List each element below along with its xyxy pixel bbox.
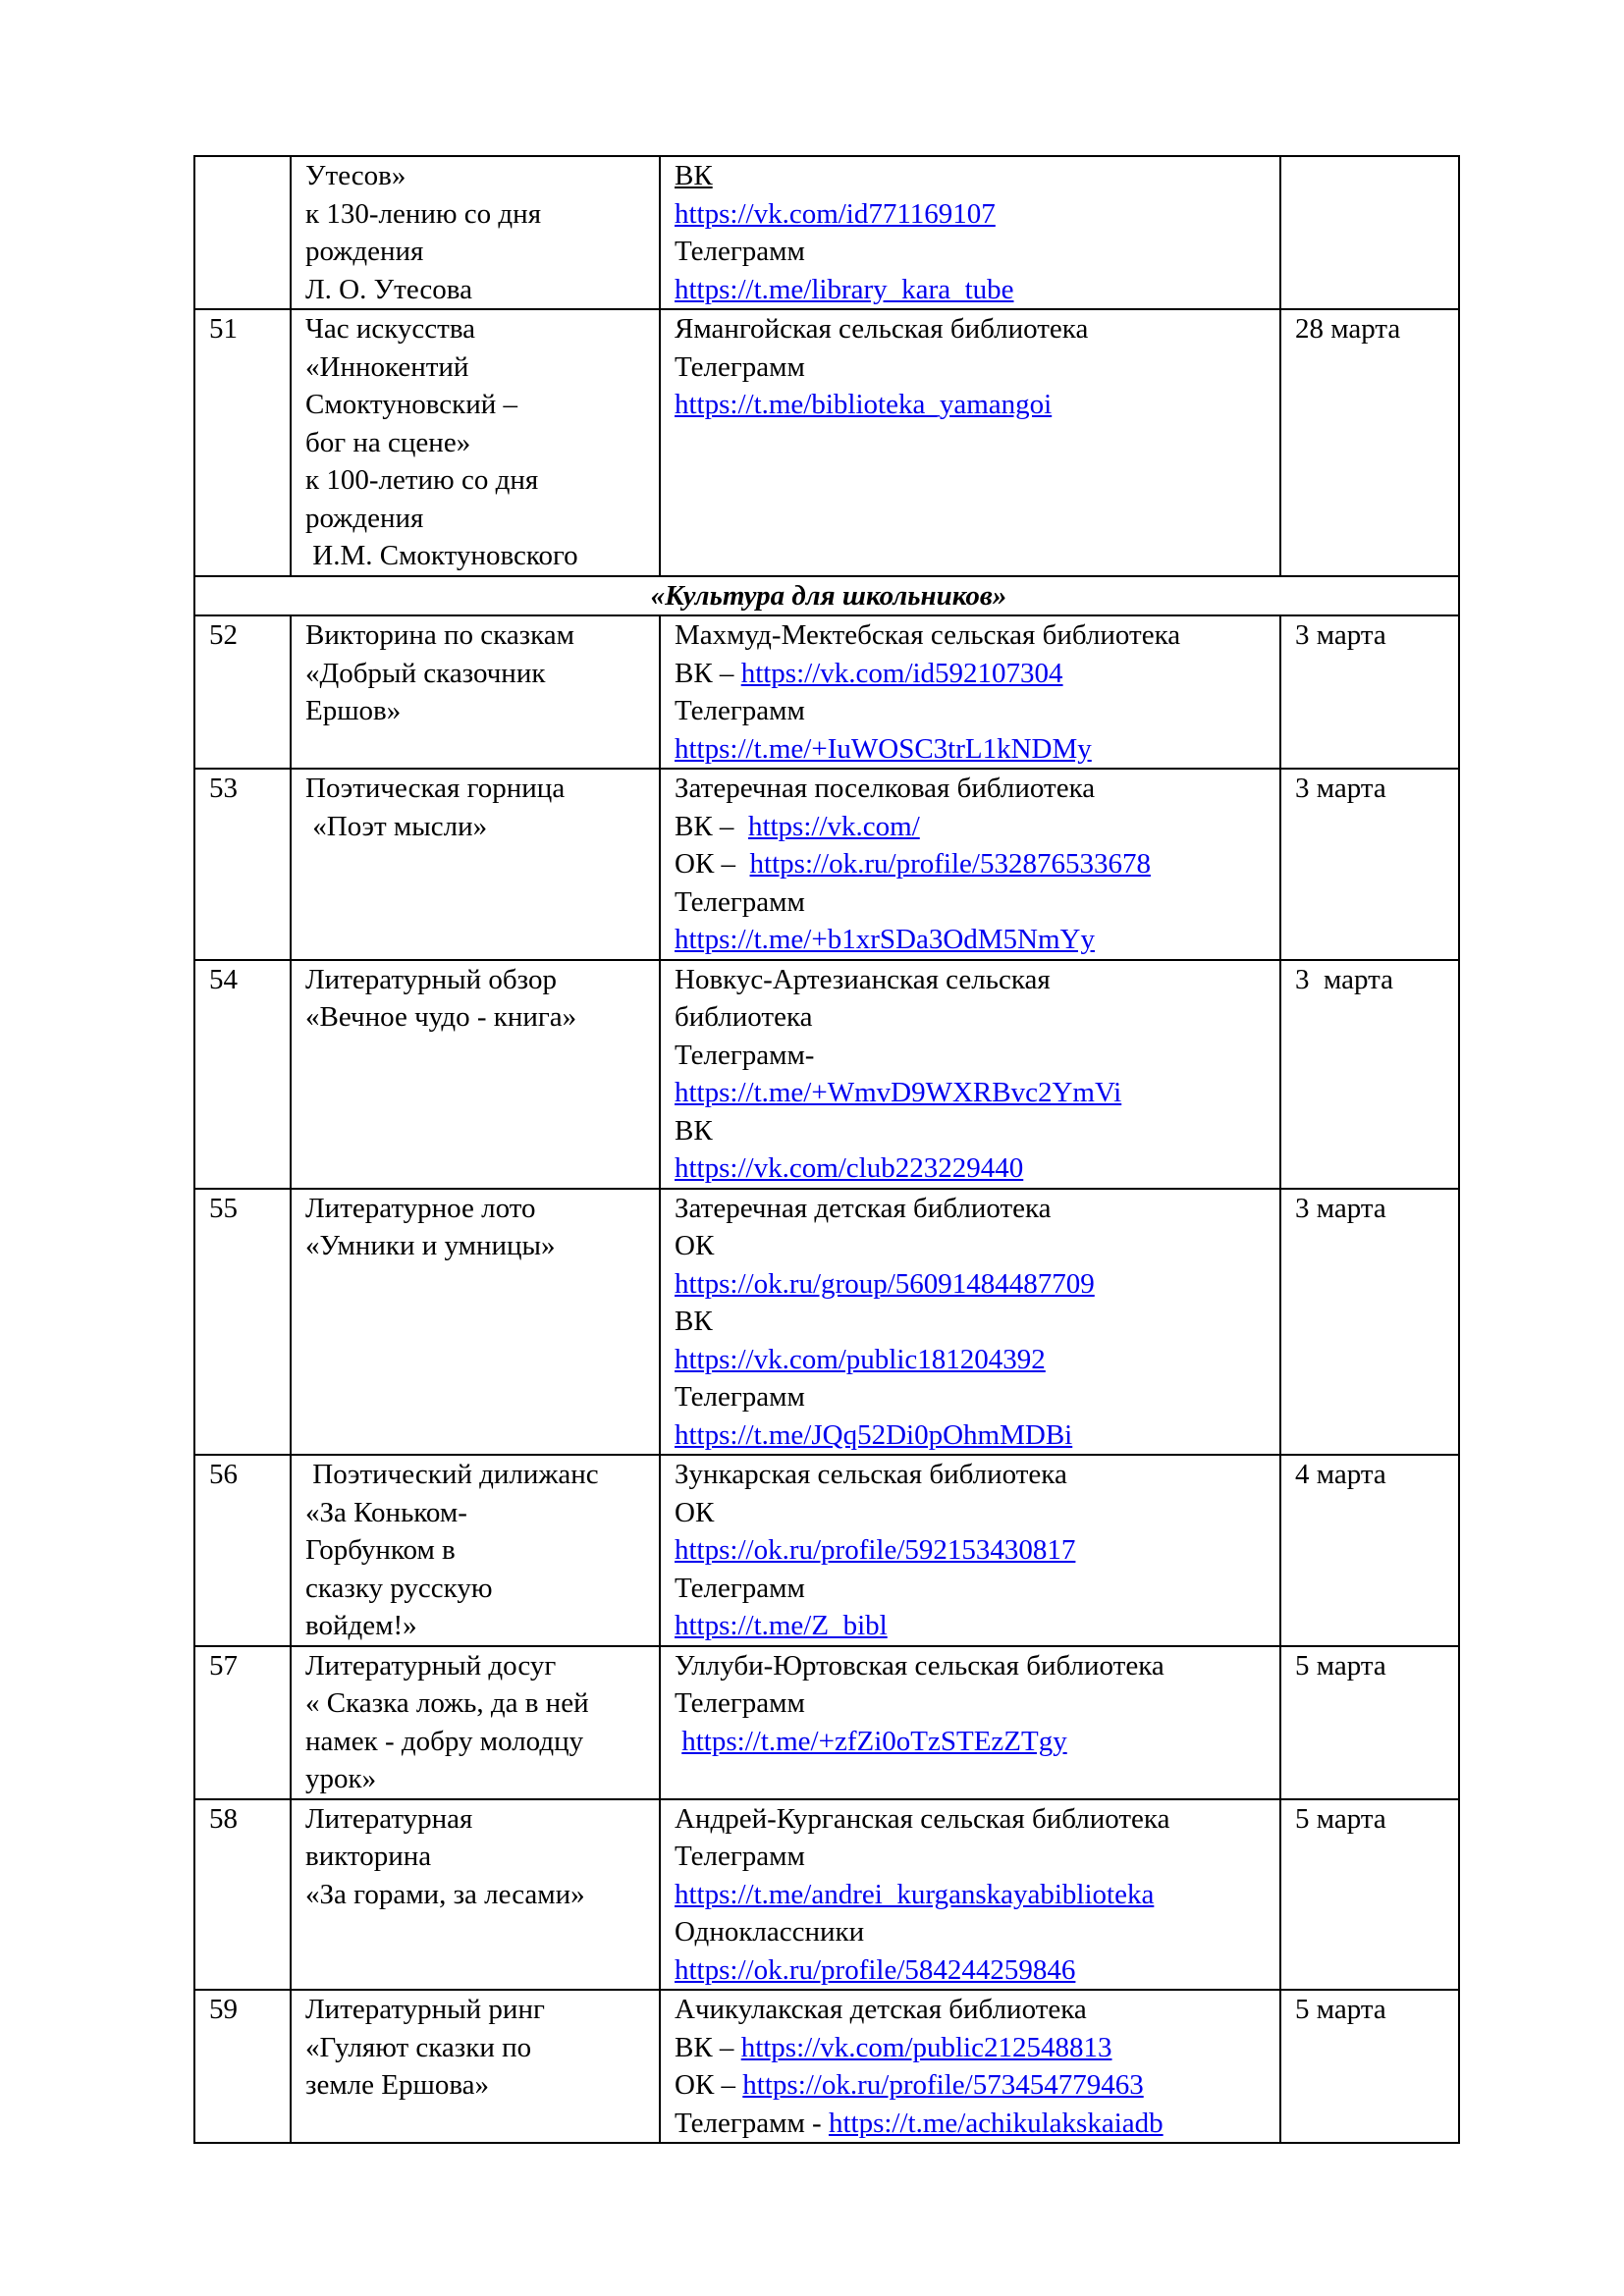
venue-line (675, 1607, 1270, 1645)
events-table-body (194, 156, 1459, 2143)
event-title-line: Поэтическая горница (305, 773, 566, 804)
venue-line (675, 1416, 1270, 1455)
event-title-line: войдем!» (305, 1610, 417, 1641)
venue-cell (660, 1799, 1280, 1991)
venue-cell (660, 615, 1280, 769)
link-label: ВК – (675, 2031, 741, 2063)
event-title-line: «Поэт мысли» (305, 810, 488, 842)
row-number: 51 (194, 309, 291, 576)
event-date (1280, 156, 1459, 309)
venue-line (675, 1951, 1270, 1990)
event-title (291, 309, 660, 576)
link[interactable]: https://t.me/+WmvD9WXRBvc2YmVi (675, 1077, 1122, 1108)
event-title-line: урок» (305, 1763, 377, 1794)
link-label: ОК – (675, 2069, 743, 2101)
event-title-line: рождения (305, 502, 424, 534)
event-date: 3 марта (1280, 1189, 1459, 1456)
venue-line (675, 1531, 1270, 1570)
venue-line (675, 1723, 1270, 1761)
venue-line (675, 1684, 1270, 1723)
link[interactable]: https://t.me/biblioteka_yamangoi (675, 389, 1053, 420)
venue-line (675, 1341, 1270, 1379)
table-row (194, 615, 1459, 769)
event-date: 5 марта (1280, 1646, 1459, 1799)
link-label: ВК – (675, 810, 748, 842)
venue-line (675, 1991, 1270, 2029)
event-title-line: Литературный ринг (305, 1994, 545, 2025)
link-label: ВК – (675, 657, 741, 689)
event-date: 3 марта (1280, 615, 1459, 769)
event-title-line: сказку русскую (305, 1572, 493, 1604)
event-title-line: «Гуляют сказки по (305, 2031, 532, 2063)
link[interactable]: https://t.me/+b1xrSDa3OdM5NmYy (675, 924, 1095, 955)
event-title-line: к 100-летию со дня (305, 464, 539, 496)
venue-text: Телеграмм (675, 885, 805, 918)
event-title (291, 1646, 660, 1799)
venue-line (675, 616, 1270, 655)
event-date: 3 марта (1280, 769, 1459, 960)
venue-line (675, 1190, 1270, 1228)
venue-line (675, 1913, 1270, 1951)
venue-line (675, 845, 1270, 883)
event-title-line: Горбунком в (305, 1534, 456, 1566)
venue-text: Затеречная детская библиотека (675, 1192, 1052, 1224)
venue-text: Телеграмм (675, 1572, 805, 1604)
link[interactable]: https://ok.ru/group/56091484487709 (675, 1267, 1095, 1300)
event-title-line: к 130-лению со дня (305, 197, 542, 230)
venue-line (675, 1647, 1270, 1685)
venue-text: Телеграмм (675, 1381, 805, 1413)
venue-text: ВК (675, 1306, 713, 1337)
table-row (194, 156, 1459, 309)
table-row (194, 1455, 1459, 1646)
event-title-line: Литературный досуг (305, 1649, 557, 1682)
venue-text: Ачикулакская детская библиотека (675, 1994, 1087, 2025)
event-title-line: намек - добру молодцу (305, 1725, 584, 1757)
event-date: 4 марта (1280, 1455, 1459, 1646)
venue-line (675, 770, 1270, 808)
event-title (291, 615, 660, 769)
event-title-line: Викторина по сказкам (305, 619, 575, 651)
table-row (194, 1799, 1459, 1991)
event-title-line: бог на сцене» (305, 426, 471, 458)
venue-line (675, 998, 1270, 1037)
event-title-line: «Вечное чудо - книга» (305, 1001, 577, 1033)
event-title-line: земле Ершова» (305, 2069, 489, 2101)
venue-line (675, 2105, 1270, 2143)
link[interactable]: https://vk.com/ (747, 810, 920, 842)
link[interactable]: https://t.me/JQq52Di0pOhmMDBi (675, 1418, 1073, 1451)
event-date: 5 марта (1280, 1799, 1459, 1991)
venue-line (675, 1570, 1270, 1608)
event-title-line: Литературная (305, 1802, 473, 1835)
venue-text: ОК (675, 1496, 715, 1528)
link[interactable]: https://vk.com/id771169107 (675, 197, 996, 230)
event-date: 3 марта (1280, 960, 1459, 1189)
link[interactable]: https://t.me/Z_bibl (675, 1610, 888, 1641)
venue-text: библиотека (675, 1001, 813, 1033)
event-title (291, 960, 660, 1189)
venue-line (675, 271, 1270, 309)
venue-text: Затеречная поселковая библиотека (675, 773, 1096, 804)
venue-cell (660, 1646, 1280, 1799)
venue-line (675, 808, 1270, 846)
venue-line (675, 921, 1270, 959)
venue-line (675, 2029, 1270, 2067)
table-row (194, 1646, 1459, 1799)
venue-line (675, 1074, 1270, 1112)
event-title (291, 1990, 660, 2143)
venue-text: Телеграмм (675, 695, 805, 726)
venue-line (675, 655, 1270, 693)
network-label-underlined: ВК (675, 160, 713, 191)
link[interactable]: https://t.me/andrei_kurganskayabiblioteka (675, 1878, 1155, 1910)
event-title-line: рождения (305, 236, 424, 267)
event-title-line: «За горами, за лесами» (305, 1878, 585, 1910)
link[interactable]: https://vk.com/club223229440 (675, 1152, 1024, 1184)
venue-line (675, 883, 1270, 922)
event-title-line: Литературное лото (305, 1192, 536, 1224)
venue-cell (660, 1189, 1280, 1456)
row-number: 55 (194, 1189, 291, 1456)
venue-text: Телеграмм (675, 1841, 805, 1872)
venue-text: Телеграмм (675, 236, 805, 267)
venue-line (675, 1149, 1270, 1188)
venue-text: Уллуби-Юртовская сельская библиотека (675, 1649, 1164, 1682)
venue-line (675, 195, 1270, 234)
event-title-line: Час искусства (305, 313, 476, 345)
row-number: 59 (194, 1990, 291, 2143)
row-number (194, 156, 291, 309)
event-title-line: Л. О. Утесова (305, 273, 472, 305)
link[interactable]: https://vk.com/id592107304 (740, 657, 1063, 689)
venue-line (675, 1494, 1270, 1532)
row-number: 56 (194, 1455, 291, 1646)
venue-text: Телеграмм- (675, 1039, 815, 1071)
event-title-line: « Сказка ложь, да в ней (305, 1687, 589, 1719)
venue-line (675, 692, 1270, 730)
event-title-line: Поэтический дилижанс (305, 1459, 599, 1490)
venue-line (675, 1456, 1270, 1494)
event-title-line: викторина (305, 1841, 432, 1872)
venue-line (675, 1800, 1270, 1839)
event-title-line: «Иннокентий (305, 350, 469, 383)
venue-line (675, 1838, 1270, 1876)
venue-text: Новкус-Артезианская сельская (675, 963, 1051, 995)
venue-line (675, 310, 1270, 348)
event-title-line: «Умники и умницы» (305, 1230, 556, 1261)
venue-text: Ямангойская сельская библиотека (675, 313, 1089, 345)
venue-line (675, 1876, 1270, 1914)
event-title-line: «За Коньком- (305, 1496, 467, 1528)
event-title-line: «Добрый сказочник (305, 657, 546, 689)
table-row (194, 309, 1459, 576)
venue-line (675, 1037, 1270, 1075)
link[interactable]: https://t.me/+zfZi0oTzSTEzZTgy (681, 1725, 1067, 1757)
venue-line (675, 386, 1270, 424)
event-title (291, 1189, 660, 1456)
venue-line (675, 233, 1270, 271)
venue-line (675, 1378, 1270, 1416)
section-row (194, 576, 1459, 616)
row-number: 52 (194, 615, 291, 769)
venue-cell (660, 769, 1280, 960)
table-row (194, 1990, 1459, 2143)
venue-cell (660, 156, 1280, 309)
venue-line (675, 1112, 1270, 1150)
venue-text: Андрей-Курганская сельская библиотека (675, 1802, 1170, 1835)
venue-cell (660, 1990, 1280, 2143)
venue-cell (660, 309, 1280, 576)
section-title: «Культура для школьников» (194, 576, 1459, 616)
event-title-line: Литературный обзор (305, 963, 557, 995)
table-row (194, 1189, 1459, 1456)
events-table (193, 155, 1460, 2144)
venue-text: Зункарская сельская библиотека (675, 1459, 1067, 1490)
venue-cell (660, 960, 1280, 1189)
event-title-line: Смоктуновский – (305, 389, 517, 420)
event-title (291, 1455, 660, 1646)
row-number: 57 (194, 1646, 291, 1799)
row-number: 53 (194, 769, 291, 960)
link-label: Телеграмм - (675, 2107, 829, 2139)
table-row (194, 960, 1459, 1189)
venue-text: ОК (675, 1230, 715, 1261)
venue-text: ВК (675, 1114, 713, 1147)
event-title (291, 1799, 660, 1991)
table-row (194, 769, 1459, 960)
event-title-line: Утесов» (305, 160, 406, 191)
venue-line (675, 157, 1270, 195)
link[interactable]: https://t.me/library_kara_tube (675, 273, 1014, 305)
venue-text: Одноклассники (675, 1916, 865, 1948)
venue-text: Телеграмм (675, 350, 805, 383)
venue-cell (660, 1455, 1280, 1646)
link[interactable]: https://ok.ru/profile/592153430817 (675, 1534, 1076, 1566)
event-title (291, 769, 660, 960)
event-date: 28 марта (1280, 309, 1459, 576)
link[interactable]: https://t.me/achikulakskaiadb (828, 2107, 1164, 2139)
venue-line (675, 730, 1270, 769)
event-title (291, 156, 660, 309)
link[interactable]: https://ok.ru/profile/532876533678 (749, 848, 1151, 880)
venue-line (675, 1265, 1270, 1304)
event-title-line: Ершов» (305, 695, 402, 726)
row-number: 58 (194, 1799, 291, 1991)
event-date: 5 марта (1280, 1990, 1459, 2143)
link[interactable]: https://vk.com/public212548813 (740, 2031, 1112, 2063)
venue-line (675, 348, 1270, 387)
link[interactable]: https://ok.ru/profile/584244259846 (675, 1953, 1076, 1986)
venue-line (675, 1227, 1270, 1265)
venue-line (675, 1303, 1270, 1341)
link[interactable]: https://ok.ru/profile/573454779463 (742, 2069, 1144, 2101)
link[interactable]: https://t.me/+IuWOSC3trL1kNDMy (675, 732, 1092, 765)
venue-text: Телеграмм (675, 1687, 805, 1719)
venue-line (675, 2066, 1270, 2105)
link[interactable]: https://vk.com/public181204392 (675, 1343, 1046, 1375)
venue-line (675, 961, 1270, 999)
venue-text: Махмуд-Мектебская сельская библиотека (675, 619, 1181, 651)
row-number: 54 (194, 960, 291, 1189)
link-label: ОК – (675, 848, 750, 880)
event-title-line: И.М. Смоктуновского (305, 540, 578, 571)
